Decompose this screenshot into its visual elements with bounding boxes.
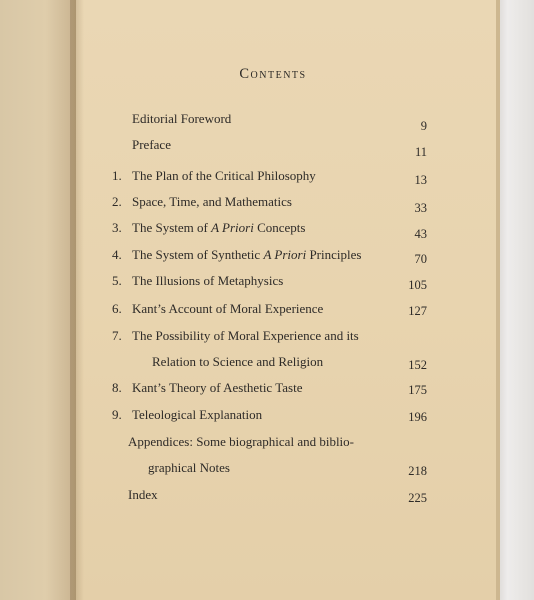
- toc-entry-title: Appendices: Some biographical and biblio-: [128, 434, 355, 449]
- page-edge: [496, 0, 500, 600]
- toc-entry-number: 1.: [112, 168, 122, 183]
- toc-entry-title: Space, Time, and Mathematics: [132, 194, 292, 209]
- toc-entry-page: 152: [408, 358, 427, 372]
- toc-entry-preface: [0, 137, 500, 159]
- toc-entry-page: 105: [408, 278, 427, 292]
- toc-entry-appendices-continued: [0, 460, 500, 482]
- toc-entry-title: Teleological Explanation: [132, 407, 263, 422]
- toc-entry-number: 3.: [112, 220, 122, 235]
- toc-entry-3: [0, 220, 500, 242]
- toc-entry-9: [0, 407, 500, 429]
- right-page: [76, 0, 500, 600]
- toc-entry-number: 7.: [112, 328, 122, 343]
- toc-entry-page: 33: [414, 201, 427, 215]
- toc-entry-page: 196: [408, 410, 427, 424]
- toc-entry-title: [132, 220, 305, 236]
- toc-entry-page: 225: [408, 491, 427, 505]
- toc-entry-title: The Plan of the Critical Philosophy: [132, 168, 316, 183]
- toc-entry-number: 9.: [112, 407, 122, 422]
- toc-entry-title: Kant’s Theory of Aesthetic Taste: [132, 380, 303, 395]
- title-part: Concepts: [253, 220, 306, 235]
- toc-entry-number: 5.: [112, 273, 122, 288]
- toc-entry-page: 127: [408, 304, 427, 318]
- title-part: The System of: [132, 220, 212, 235]
- toc-entry-number: 4.: [112, 247, 122, 262]
- toc-entry-page: 218: [408, 464, 427, 478]
- toc-entry-page: 175: [408, 383, 427, 397]
- toc-entry-7: [0, 328, 500, 350]
- toc-entry-1: [0, 168, 500, 190]
- toc-entry-page: 11: [414, 145, 427, 159]
- toc-entry-number: 6.: [112, 301, 122, 316]
- toc-entry-title: The Possibility of Moral Experience and its: [132, 328, 359, 343]
- toc-entry-title: [132, 247, 361, 263]
- toc-entry-page: 9: [420, 119, 427, 133]
- toc-entry-title: Preface: [132, 137, 171, 152]
- toc-entry-title: Index: [128, 487, 158, 502]
- title-part: The System of Synthetic: [132, 247, 264, 262]
- toc-entry-page: 43: [414, 227, 427, 241]
- toc-entry-editorial-foreword: [0, 111, 500, 133]
- toc-entry-title: The Illusions of Metaphysics: [132, 273, 284, 288]
- toc-entry-7-continued: [0, 354, 500, 376]
- toc-entry-8: [0, 380, 500, 402]
- toc-entry-4: [0, 247, 500, 269]
- toc-entry-index: [0, 487, 500, 509]
- toc-entry-appendices: [0, 434, 500, 456]
- toc-entry-number: 8.: [112, 380, 122, 395]
- background-right: [496, 0, 534, 600]
- title-italic: A Priori: [211, 220, 254, 235]
- book-gutter: [70, 0, 84, 600]
- contents-heading: Contents: [239, 66, 307, 82]
- title-part: Principles: [306, 247, 362, 262]
- toc-entry-title-line2: Relation to Science and Religion: [152, 354, 324, 369]
- toc-entry-title-line2: graphical Notes: [148, 460, 230, 475]
- toc-entry-page: 13: [414, 173, 427, 187]
- toc-entry-number: 2.: [112, 194, 122, 209]
- toc-entry-5: [0, 273, 500, 295]
- title-italic: A Priori: [263, 247, 307, 262]
- toc-entry-title: Kant’s Account of Moral Experience: [132, 301, 324, 316]
- toc-entry-2: [0, 194, 500, 216]
- toc-entry-6: [0, 301, 500, 323]
- toc-entry-title: Editorial Foreword: [132, 111, 232, 126]
- toc-entry-page: 70: [414, 252, 427, 266]
- left-page: [0, 0, 76, 600]
